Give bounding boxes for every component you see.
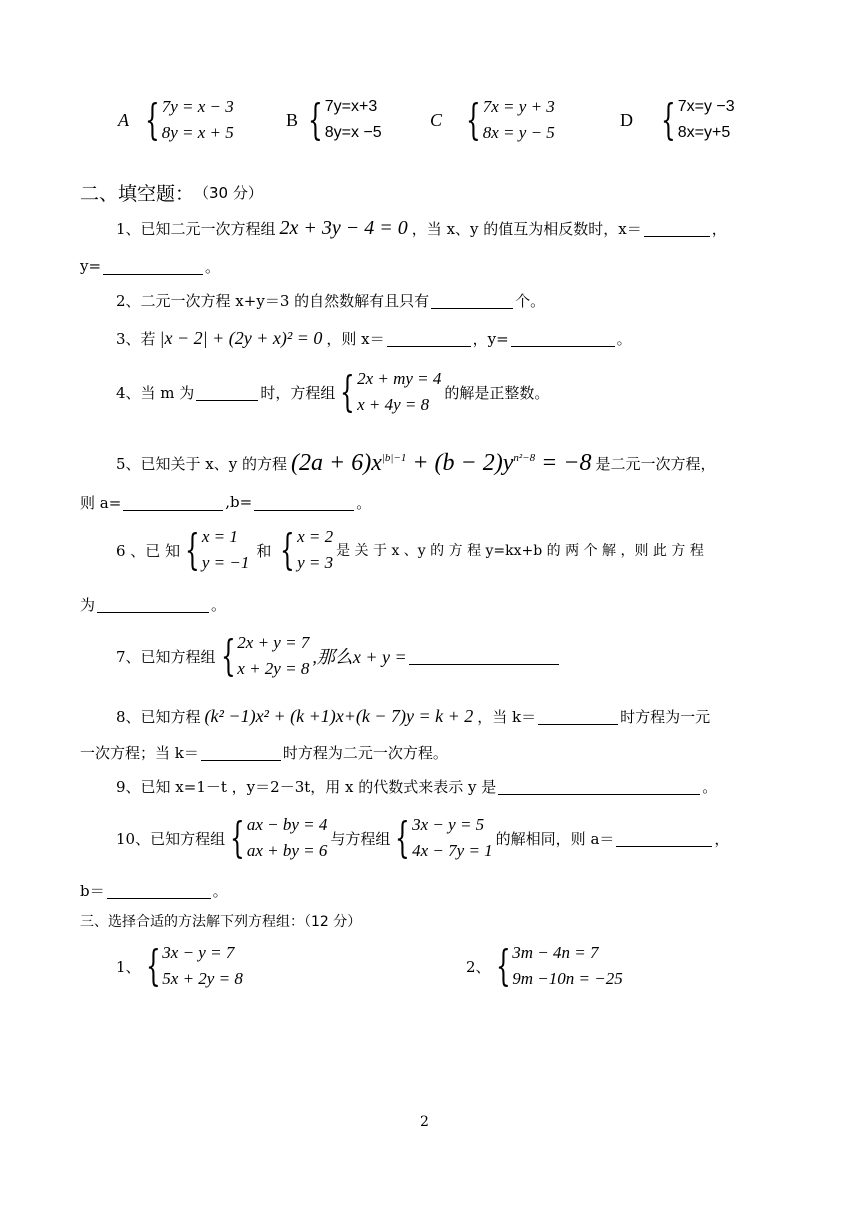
answer-blank[interactable] — [616, 830, 712, 847]
question-4: 4、当 m 为 时，方程组 { 2x + my = 4 x + 4y = 8 的解是正整数。 — [116, 367, 550, 416]
equation: 7x = y + 3 — [482, 97, 555, 116]
problem-2: 2、 { 3m − 4n = 7 9m −10n = −25 — [466, 941, 623, 990]
answer-blank[interactable] — [103, 258, 203, 275]
equation-system: { 3x − y = 5 4x − 7y = 1 — [395, 813, 493, 862]
brace-icon: { — [495, 941, 511, 990]
equation: 8x=y+5 — [677, 124, 731, 141]
option-system — [464, 94, 555, 146]
brace-icon: { — [280, 525, 296, 574]
equation-system: { 3x − y = 7 5x + 2y = 8 — [145, 941, 243, 990]
question-1: 1、已知二元一次方程组 2x + 3y − 4 = 0 ，当 x、y 的值互为相反数时，x＝ ， — [116, 216, 727, 239]
equation-system: { x = 2 y = 3 — [280, 525, 334, 574]
answer-blank[interactable] — [123, 494, 223, 511]
equation-system: { x = 1 y = −1 — [185, 525, 250, 574]
section-2-heading: 二、填空题： （30 分） — [80, 182, 263, 205]
option-system — [143, 94, 234, 146]
option-label: C — [430, 109, 443, 130]
question-6: 6 、已 知 { x = 1 y = −1 和 { x = 2 y = 3 是 关 于 x 、y 的 方 程 y=kx+b 的 两 个 解 ，则 此 方 程 — [116, 525, 704, 574]
option-c — [430, 92, 558, 148]
answer-blank[interactable] — [196, 384, 258, 401]
section-3-heading: 三、选择合适的方法解下列方程组：（12 分） — [80, 914, 362, 930]
option-label: D — [620, 109, 633, 130]
brace-icon: { — [308, 95, 323, 144]
question-5: 5、已知关于 x、y 的方程 $(2a + 6)x^{|b|-1} + (b - 2)y^{n^2-8} = -8$ 是二元一次方程， — [116, 449, 716, 476]
question-8-cont: 一次方程；当 k＝ 时方程为二元一次方程。 — [80, 743, 448, 762]
option-system — [306, 94, 382, 146]
answer-blank[interactable] — [409, 648, 559, 665]
brace-icon: { — [145, 941, 161, 990]
equation: 7x=y −3 — [677, 98, 735, 115]
question-9: 9、已知 x=1－t ，y＝2－3t，用 x 的代数式来表示 y 是 。 — [116, 777, 718, 796]
brace-icon: { — [220, 631, 236, 680]
answer-blank[interactable] — [538, 708, 618, 725]
option-a — [118, 92, 237, 148]
answer-blank[interactable] — [511, 330, 615, 347]
answer-blank[interactable] — [387, 330, 471, 347]
equation-system: { 2x + my = 4 x + 4y = 8 — [340, 367, 442, 416]
brace-icon: { — [395, 813, 411, 862]
brace-icon: { — [466, 95, 481, 144]
answer-blank[interactable] — [201, 744, 281, 761]
question-10: 10、已知方程组 { ax − by = 4 ax + by = 6 与方程组 { 3x − y = 5 4x − 7y = 1 的解相同，则 a＝ ， — [116, 813, 730, 862]
question-8: 8、已知方程 (k² −1)x² + (k +1)x+(k − 7)y = k + 2 ，当 k＝ 时方程为一元 — [116, 705, 711, 726]
brace-icon: { — [145, 95, 160, 144]
question-3: 3、若 |x − 2| + (2y + x)² = 0 ，则 x＝ ，y= 。 — [116, 327, 632, 348]
question-7: 7、已知方程组 { 2x + y = 7 x + 2y = 8 ,那么x + y = — [80, 628, 808, 684]
problem-1: 1、 { 3x − y = 7 5x + 2y = 8 — [116, 941, 243, 990]
option-b — [286, 92, 385, 148]
equation-system: { 2x + y = 7 x + 2y = 8 — [220, 631, 310, 680]
equation: 8y = x + 5 — [161, 123, 234, 142]
brace-icon: { — [185, 525, 200, 574]
page-number: 2 — [420, 1114, 429, 1130]
brace-icon: { — [230, 813, 245, 862]
answer-blank[interactable] — [498, 778, 700, 795]
equation: 7y = x − 3 — [161, 97, 234, 116]
answer-blank[interactable] — [107, 882, 211, 899]
equation-system: { ax − by = 4 ax + by = 6 — [230, 813, 328, 862]
answer-blank[interactable] — [431, 292, 513, 309]
answer-blank[interactable] — [97, 596, 209, 613]
option-label: A — [118, 109, 129, 130]
answer-blank[interactable] — [254, 494, 354, 511]
question-6-cont: 为 。 — [80, 595, 227, 614]
equation: 7y=x+3 — [324, 98, 378, 115]
option-system — [659, 94, 735, 146]
brace-icon: { — [661, 95, 676, 144]
answer-blank[interactable] — [644, 220, 710, 237]
question-10-cont: b＝ 。 — [80, 881, 228, 900]
question-2: 2、二元一次方程 x+y＝3 的自然数解有且只有 个。 — [116, 291, 546, 310]
option-d — [620, 92, 738, 148]
question-5-cont: 则 a= ,b= 。 — [80, 493, 372, 512]
option-label: B — [286, 109, 299, 130]
equation: 8x = y − 5 — [482, 123, 555, 142]
question-1-cont: y= 。 — [80, 257, 221, 276]
equation: $(2a + 6)x^{|b|-1} + (b - 2)y^{n^2-8} = -8$ — [291, 449, 592, 476]
brace-icon: { — [340, 367, 356, 416]
equation-system: { 3m − 4n = 7 9m −10n = −25 — [495, 941, 623, 990]
equation: 8y=x −5 — [324, 124, 382, 141]
